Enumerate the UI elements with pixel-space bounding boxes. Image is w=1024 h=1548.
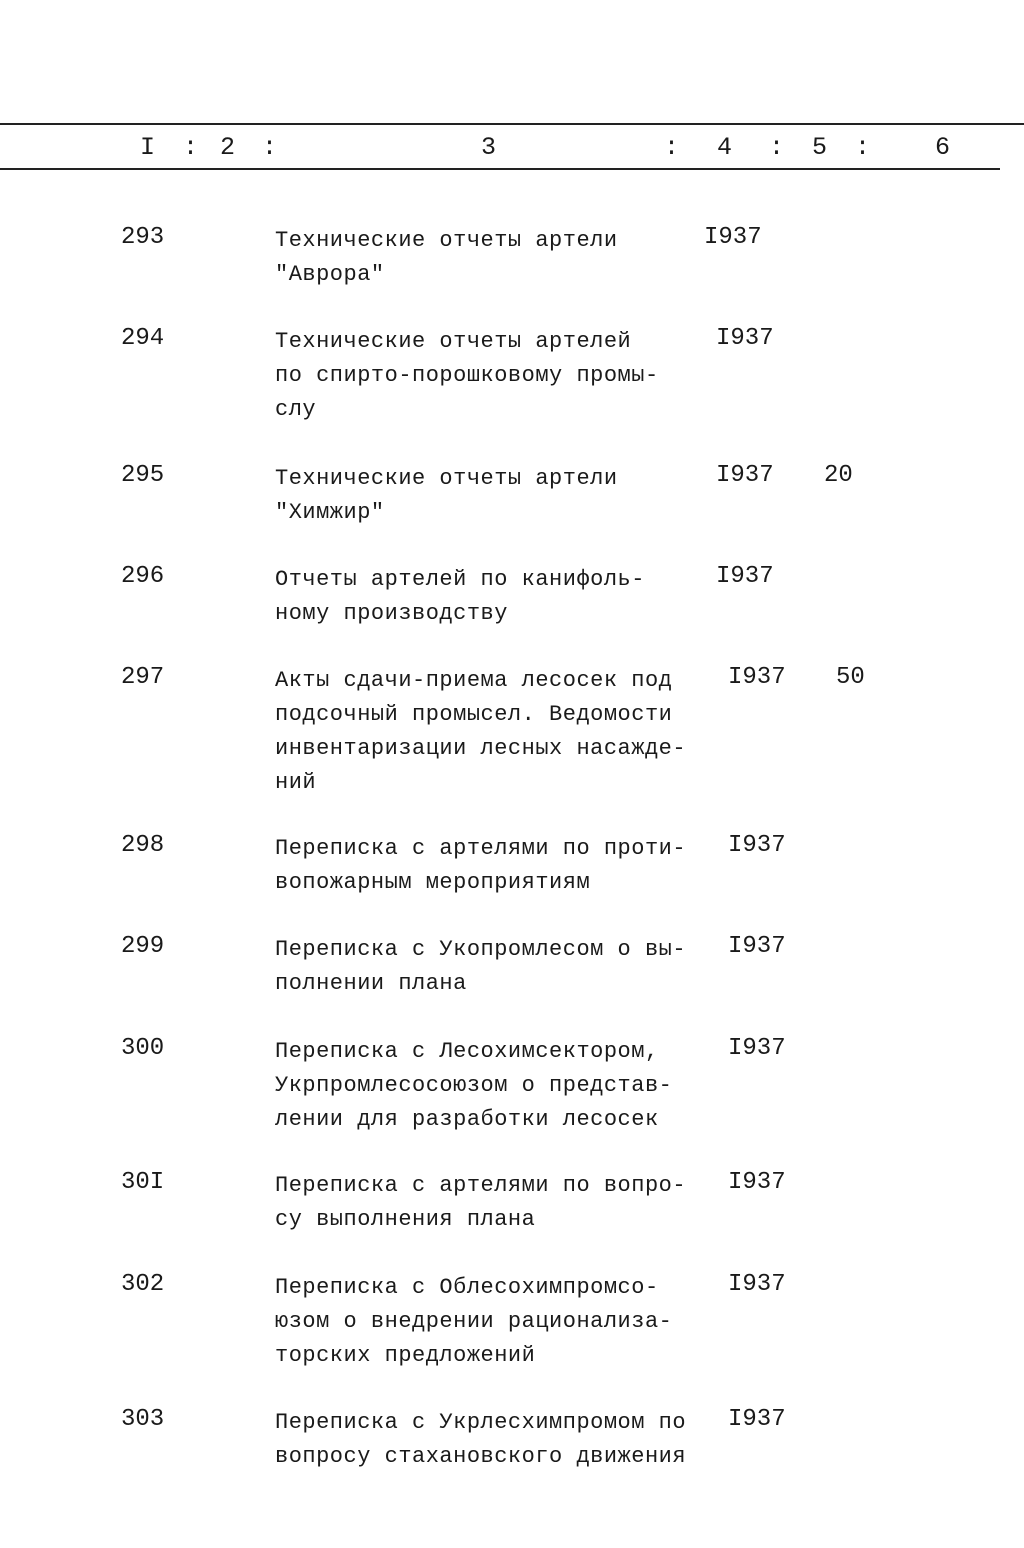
entry-title: Технические отчеты артелей по спирто-порошковому промы- слу (275, 329, 659, 422)
entry-title: Технические отчеты артели "Химжир" (275, 466, 618, 525)
entry-title: Переписка с артелями по проти- вопожарным мероприятиям (275, 836, 687, 895)
column-header-4: 4 (717, 133, 733, 162)
column-header-6: 6 (935, 133, 951, 162)
entry-number: 295 (121, 462, 165, 489)
column-separator: : (769, 133, 785, 162)
entry-number: 300 (121, 1035, 165, 1062)
column-separator: : (664, 133, 680, 162)
entry-number: 293 (121, 224, 165, 251)
entry-title: Акты сдачи-приема лесосек под подсочный промысел. Ведомости инвентаризации лесных насажде- ний (275, 668, 687, 795)
entry-year: I937 (704, 224, 762, 251)
entry-title: Переписка с артелями по вопро- су выполнения плана (275, 1173, 687, 1232)
column-header-3: 3 (481, 133, 497, 162)
entry-year: I937 (728, 1035, 786, 1062)
entry-year: I937 (728, 933, 786, 960)
entry-year: I937 (716, 462, 774, 489)
column-separator: : (183, 133, 199, 162)
entry-title: Отчеты артелей по канифоль- ному производству (275, 567, 645, 626)
entry-number: 303 (121, 1406, 165, 1433)
entry-title: Переписка с Укрлесхимпромом по вопросу стахановского движения (275, 1410, 687, 1469)
entry-number: 294 (121, 325, 165, 352)
column-separator: : (262, 133, 278, 162)
entry-title: Технические отчеты артели "Аврора" (275, 228, 618, 287)
table-top-rule (0, 123, 1024, 125)
entry-sheets-count: 20 (824, 462, 853, 489)
column-header-5: 5 (812, 133, 828, 162)
entry-year: I937 (728, 1271, 786, 1298)
entry-year: I937 (728, 1169, 786, 1196)
column-header-2: 2 (220, 133, 236, 162)
entry-title: Переписка с Лесохимсектором, Укрпромлесосоюзом о представ- лении для разработки лесосек (275, 1039, 673, 1132)
column-separator: : (855, 133, 871, 162)
entry-year: I937 (716, 563, 774, 590)
entry-year: I937 (728, 664, 786, 691)
entry-sheets-count: 50 (836, 664, 865, 691)
column-header-1: I (140, 133, 156, 162)
entry-year: I937 (728, 1406, 786, 1433)
entry-number: 296 (121, 563, 165, 590)
entry-number: 298 (121, 832, 165, 859)
entry-number: 299 (121, 933, 165, 960)
entry-year: I937 (716, 325, 774, 352)
entry-number: 297 (121, 664, 165, 691)
entry-title: Переписка с Укопромлесом о вы- полнении плана (275, 937, 687, 996)
table-header-bottom-rule (0, 168, 1000, 170)
entry-year: I937 (728, 832, 786, 859)
entry-number: 302 (121, 1271, 165, 1298)
entry-number: 30I (121, 1169, 165, 1196)
entry-title: Переписка с Облесохимпромсо- юзом о внедрении рационализа- торских предложений (275, 1275, 673, 1368)
